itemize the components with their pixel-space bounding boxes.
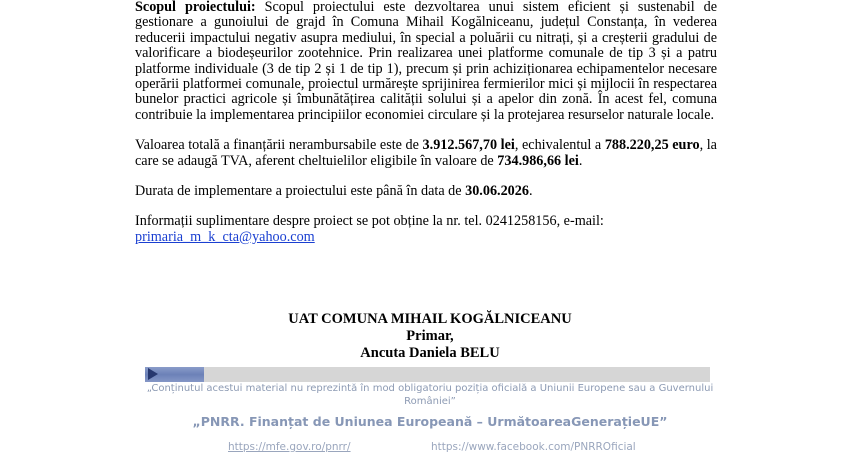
funding-vat-lei: 734.986,66 lei — [497, 152, 579, 169]
funding-text-3: , la care se adaugă TVA, aferent cheltuielilor eligibile în valoare de — [135, 137, 717, 169]
duration-date: 30.06.2026 — [465, 183, 529, 200]
document-body — [135, 0, 717, 245]
scope-paragraph — [135, 0, 717, 123]
signature-name: Ancuta Daniela BELU — [360, 345, 500, 361]
funding-text-1: Valoarea totală a finanțării nerambursabile este de — [135, 137, 423, 154]
play-arrow-icon — [148, 368, 158, 380]
footer-disclaimer: „Conținutul acestui material nu reprezintă în mod obligatoriu poziția oficială a Uniunii Europene sau a Guvernului României” — [146, 383, 714, 407]
duration-text-1: Durata de implementare a proiectului este până în data de — [135, 183, 466, 200]
contact-email-link[interactable]: primaria_m_k_cta@yahoo.com — [135, 228, 315, 245]
funding-amount-euro: 788.220,25 euro — [604, 137, 700, 154]
funding-text-2: , echivalentul a — [514, 137, 605, 154]
scope-text: Scopul proiectului este dezvoltarea unui sistem eficient și sustenabil de gestionare a gunoiului de grajd în Comuna Mihail Kogălniceanu, județul Constanța, în vederea reducerii impactului negativ asupra mediului, în special a poluării cu nitrați, și a creșterii gradului de valorificare a biodeșeurilor zootehnice. Prin realizarea unei platforme comunale de tip 3 și a patru platforme individuale (3 de tip 2 și 1 de tip 1), precum și prin achiziționarea echipamentelor necesare operării platformei comunale, proiectul urmărește sprijinirea fermierilor mici și mijlocii în respectarea bunelor practici agricole și îmbunătățirea calității solului și a apelor din zonă. În acest fel, comuna contribuie la implementarea principiilor economiei circulare și la protejarea resurselor naturale locale. — [135, 0, 717, 123]
footer-link-mfe[interactable]: https://mfe.gov.ro/pnrr/ — [228, 441, 351, 453]
contact-paragraph — [135, 214, 717, 245]
signature-org: UAT COMUNA MIHAIL KOGĂLNICEANU — [288, 311, 572, 327]
signature-role: Primar, — [406, 328, 454, 344]
footer-pnrr-slogan: „PNRR. Finanțat de Uniunea Europeană – UrmătoareaGenerațieUE” — [192, 414, 668, 429]
signature-block — [135, 311, 725, 362]
funding-amount-lei: 3.912.567,70 lei — [422, 137, 515, 154]
scope-label: Scopul proiectului: — [135, 0, 256, 15]
funding-text-4: . — [578, 152, 583, 169]
contact-text: Informații suplimentare despre proiect se pot obține la nr. tel. 0241258156, e-mail: — [135, 213, 604, 230]
footer-link-facebook[interactable]: https://www.facebook.com/PNRROficial — [431, 441, 636, 453]
duration-paragraph — [135, 184, 717, 199]
funding-paragraph — [135, 138, 717, 169]
duration-text-2: . — [528, 183, 533, 200]
footer-progress-bar — [145, 367, 710, 382]
